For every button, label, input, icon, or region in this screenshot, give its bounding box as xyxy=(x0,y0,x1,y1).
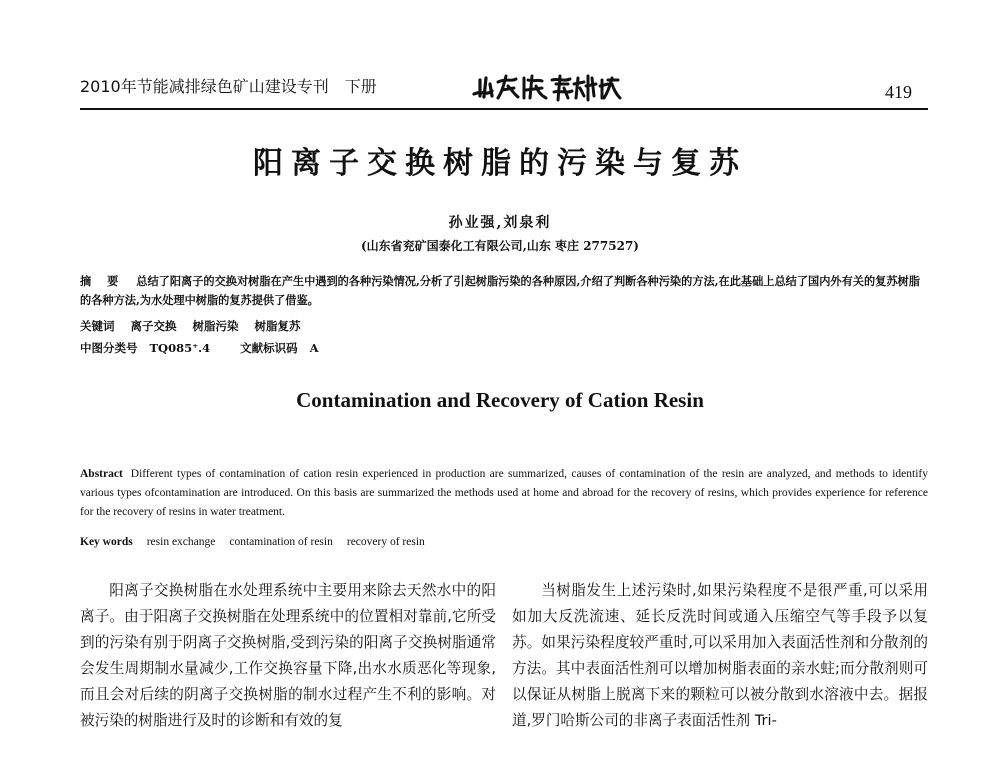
cn-keyword: 树脂污染 xyxy=(192,319,239,333)
cn-keyword: 离子交换 xyxy=(130,319,177,333)
article-authors: 孙业强,刘泉利 xyxy=(448,215,552,231)
cn-keyword: 树脂复苏 xyxy=(254,319,301,333)
header-issue-line xyxy=(80,74,377,97)
english-keyword: resin exchange xyxy=(146,536,216,548)
article-affiliation: (山东省兖矿国泰化工有限公司,山东 枣庄 277527) xyxy=(361,239,639,253)
journal-logo xyxy=(472,70,622,108)
english-keywords xyxy=(80,536,439,548)
cn-abstract-text: 总结了阳离子的交换对树脂在产生中遇到的各种污染情况,分析了引起树脂污染的各种原因,介绍了判断各种污染的方法,在此基础上总结了国内外有关的复苏树脂的各种方法,为水处理中树脂的复苏提供了借鉴。 xyxy=(80,274,920,307)
header-rule xyxy=(80,108,928,110)
cn-abstract xyxy=(80,272,928,310)
body-paragraph: 当树脂发生上述污染时,如果污染程度不是很严重,可以采用如加大反洗流速、延长反洗时间或通入压缩空气等手段予以复苏。如果污染程度较严重时,可以采用加入表面活性剂和分散剂的方法。其中表面活性剂可以增加树脂表面的亲水蛀;而分散剂则可以保证从树脂上脱离下来的颗粒可以被分散到水溶液中去。据报道,罗门哈斯公司的非离子表面活性剂 Tri- xyxy=(512,582,928,729)
english-keyword: contamination of resin xyxy=(229,536,333,548)
classification-label: 中图分类号 xyxy=(80,341,138,355)
header-volume: 下册 xyxy=(344,77,377,96)
doc-code-label: 文献标识码 xyxy=(240,341,298,355)
body-right-column xyxy=(512,578,928,734)
english-title: Contamination and Recovery of Cation Resin xyxy=(296,388,704,412)
classification-line xyxy=(80,340,319,356)
english-keywords-label: Key words xyxy=(80,536,133,548)
english-keyword: recovery of resin xyxy=(346,536,425,548)
body-paragraph: 阳离子交换树脂在水处理系统中主要用来除去天然水中的阳离子。由于阳离子交换树脂在处理系统中的位置相对靠前,它所受到的污染有别于阴离子交换树脂,受到污染的阳离子交换树脂通常会发生周期制水量减少,工作交换容量下降,出水水质恶化等现象,而且会对后续的阴离子交换树脂的制水过程产生不利的影响。对被污染的树脂进行及时的诊断和有效的复 xyxy=(80,582,496,729)
english-abstract-label: Abstract xyxy=(80,468,123,480)
cn-keywords-label: 关键词 xyxy=(80,319,115,333)
english-abstract xyxy=(80,465,928,522)
cn-abstract-label: 摘 要 xyxy=(80,274,125,288)
english-abstract-text: Different types of contamination of cation resin experienced in production are summarized, causes of contamination of the resin are analyzed, and methods to identify various types ofcontamination are introduced. On this basis are summarized the methods used at home and abroad for the recovery of resins, which provides experience for reference for the recovery of resins in water treatment. xyxy=(80,468,928,518)
cn-keywords xyxy=(80,318,301,334)
header-issue: 2010年节能减排绿色矿山建设专刊 xyxy=(80,77,329,96)
page-number: 419 xyxy=(885,82,912,102)
article-title: 阳离子交换树脂的污染与复苏 xyxy=(253,146,747,181)
classification-code: TQ085⁺.4 xyxy=(149,341,211,355)
doc-code: A xyxy=(309,341,319,355)
body-left-column xyxy=(80,578,496,734)
journal-logo-calligraphy xyxy=(472,70,622,104)
